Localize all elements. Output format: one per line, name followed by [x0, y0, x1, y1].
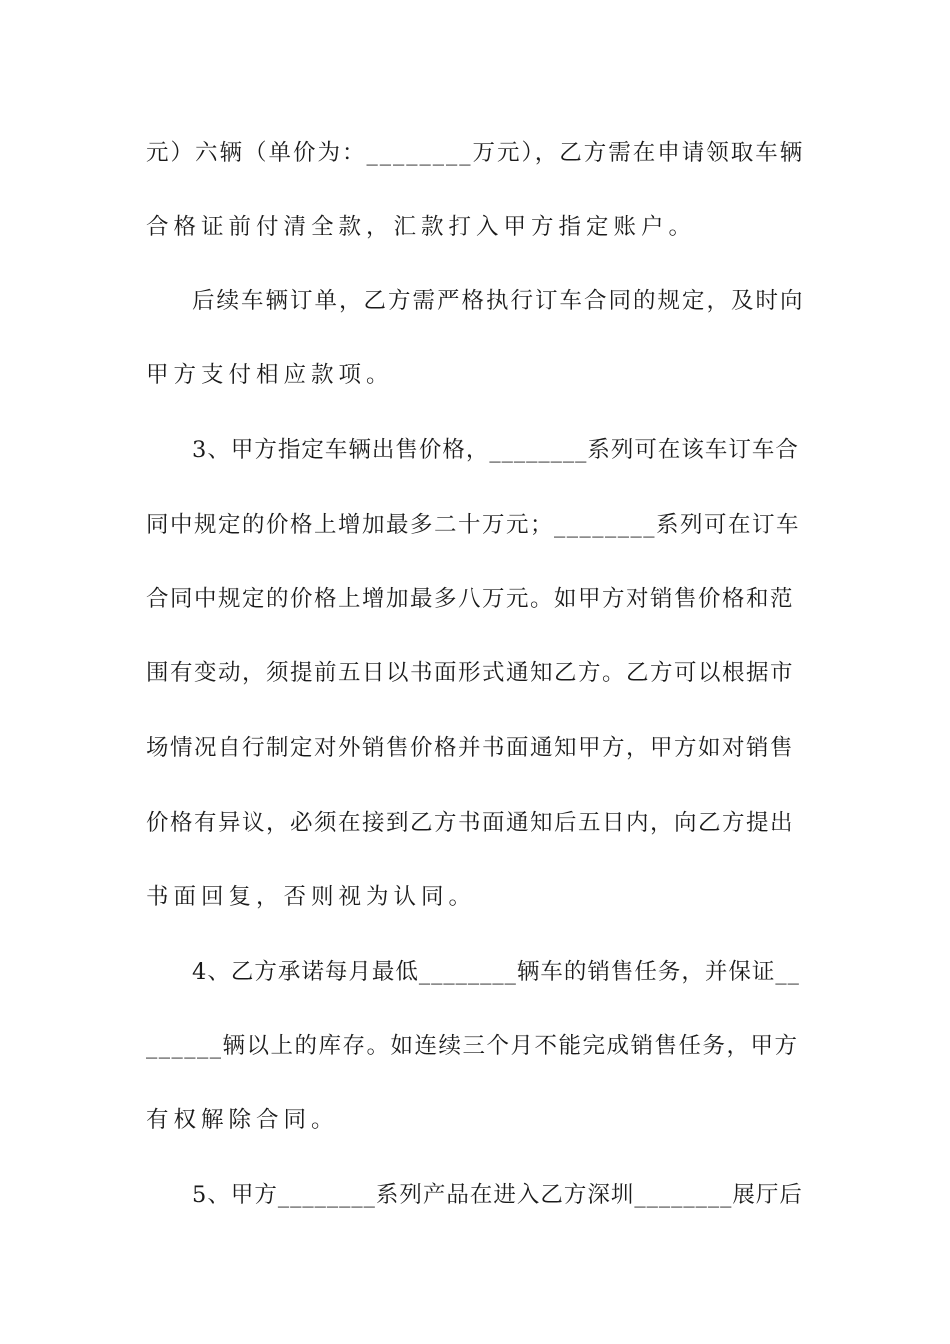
text-line-3: 后续车辆订单，乙方需严格执行订车合同的规定，及时向: [192, 288, 805, 314]
text-line-8: 围有变动，须提前五日以书面形式通知乙方。乙方可以根据市: [146, 660, 795, 686]
text-line-5: 3、甲方指定车辆出售价格，________系列可在该车订车合: [192, 437, 799, 463]
text-line-2: 合格证前付清全款，汇款打入甲方指定账户。: [146, 214, 697, 240]
text-line-1: 元）六辆（单价为：________万元），乙方需在申请领取车辆: [146, 140, 805, 166]
text-line-14: 有权解除合同。: [146, 1107, 339, 1133]
text-line-7: 合同中规定的价格上增加最多八万元。如甲方对销售价格和范: [146, 586, 795, 612]
text-line-6: 同中规定的价格上增加最多二十万元；________系列可在订车: [146, 512, 801, 538]
text-line-9: 场情况自行制定对外销售价格并书面通知甲方，甲方如对销售: [146, 735, 795, 761]
text-line-13: ______辆以上的库存。如连续三个月不能完成销售任务，甲方: [146, 1033, 799, 1059]
text-line-11: 书面回复，否则视为认同。: [146, 884, 477, 910]
text-line-15: 5、甲方________系列产品在进入乙方深圳________展厅后: [192, 1182, 803, 1208]
text-line-10: 价格有异议，必须在接到乙方书面通知后五日内，向乙方提出: [146, 810, 795, 836]
text-line-4: 甲方支付相应款项。: [146, 362, 394, 388]
text-line-12: 4、乙方承诺每月最低________辆车的销售任务，并保证__: [192, 959, 800, 985]
